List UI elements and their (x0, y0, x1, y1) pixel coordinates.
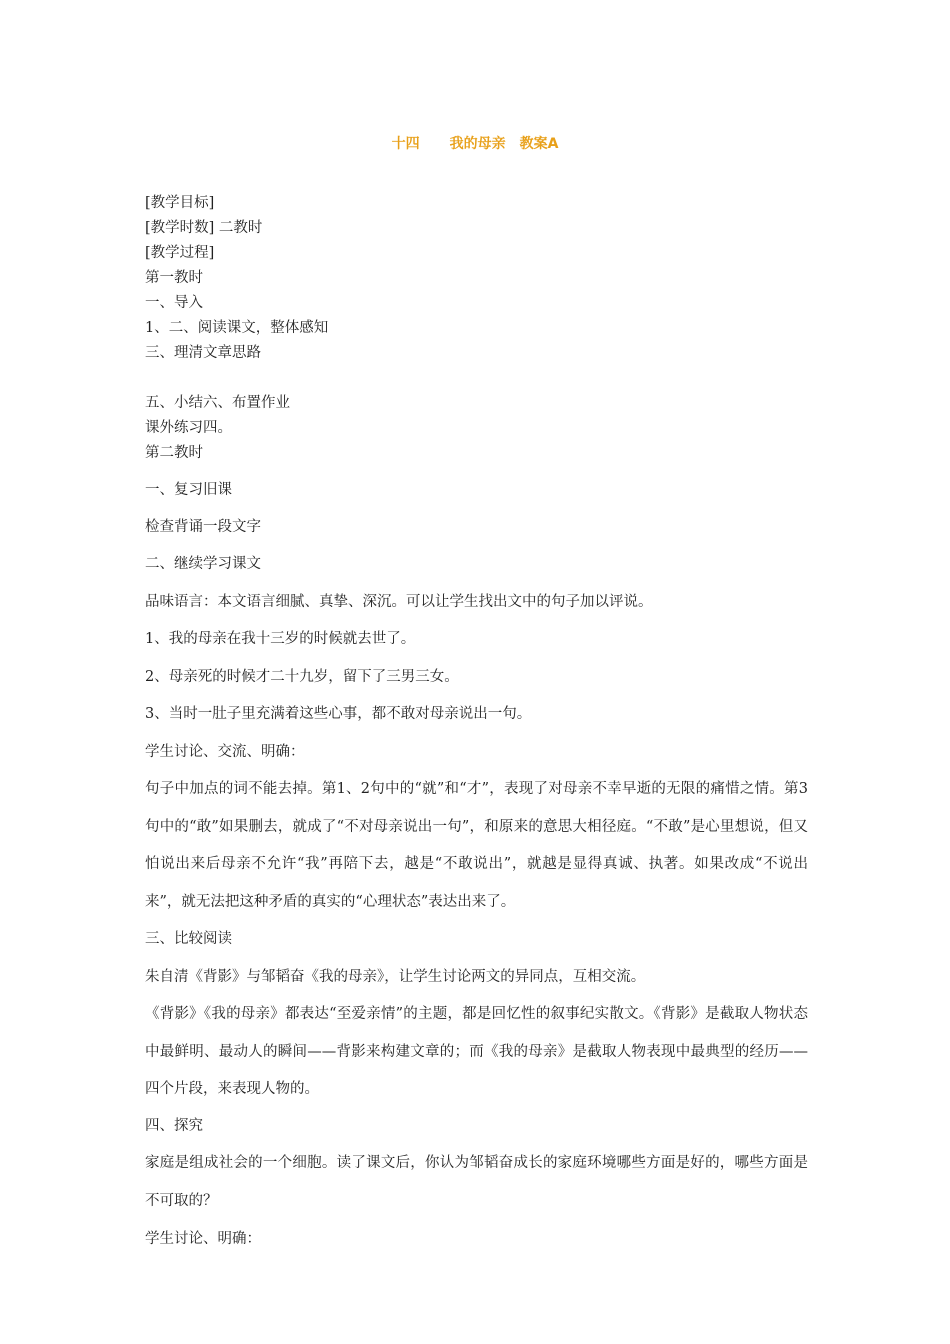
inquiry-paragraph: 家庭是组成社会的一个细胞。读了课文后，你认为邹韬奋成长的家庭环境哪些方面是好的，哪些方面是不可取的？ (145, 1155, 808, 1209)
comparison-task: 朱自清《背影》与邹韬奋《我的母亲》，让学生讨论两文的异同点，互相交流。 (145, 969, 646, 985)
inquiry-heading: 四、探究 (145, 1118, 203, 1134)
section-teaching-goals: [教学目标] (145, 195, 215, 211)
homework-exercise: 课外练习四。 (145, 420, 232, 436)
step-reading: 1、二、阅读课文，整体感知 (145, 320, 329, 336)
review-check: 检查背诵一段文字 (145, 519, 261, 535)
discussion-prompt-1: 学生讨论、交流、明确： (145, 744, 305, 760)
continue-heading: 二、继续学习课文 (145, 556, 261, 572)
example-sentence-3: 3、当时一肚子里充满着这些心事，都不敢对母亲说出一句。 (145, 706, 532, 722)
step-introduction: 一、导入 (145, 295, 203, 311)
language-appreciation: 品味语言：本文语言细腻、真挚、深沉。可以让学生找出文中的句子加以评说。 (145, 594, 653, 610)
section-teaching-hours: [教学时数] 二教时 (145, 220, 263, 236)
example-sentence-2: 2、母亲死的时候才二十九岁，留下了三男三女。 (145, 669, 459, 685)
first-lesson-heading: 第一教时 (145, 270, 203, 286)
title-number: 十四 (391, 136, 420, 152)
title-name: 我的母亲 (449, 136, 506, 152)
page-title (0, 133, 950, 153)
step-structure: 三、理清文章思路 (145, 345, 261, 361)
step-summary-homework: 五、小结六、布置作业 (145, 395, 290, 411)
example-sentence-1: 1、我的母亲在我十三岁的时候就去世了。 (145, 631, 416, 647)
comparison-heading: 三、比较阅读 (145, 931, 232, 947)
section-teaching-process: [教学过程] (145, 245, 215, 261)
discussion-prompt-2: 学生讨论、明确： (145, 1231, 261, 1247)
title-label: 教案A (519, 136, 559, 152)
analysis-paragraph: 句子中加点的词不能去掉。第1、2句中的“就”和“才”，表现了对母亲不幸早逝的无限的痛惜之情。第3句中的“敢”如果删去，就成了“不对母亲说出一句”，和原来的意思大相径庭。“不敢”是心里想说，但又怕说出来后母亲不允许“我”再陪下去，越是“不敢说出”，就越是显得真诚、执著。如果改成“不说出来”，就无法把这种矛盾的真实的“心理状态”表达出来了。 (145, 781, 808, 910)
review-heading: 一、复习旧课 (145, 482, 232, 498)
comparison-paragraph: 《背影》《我的母亲》都表达“至爱亲情”的主题，都是回忆性的叙事纪实散文。《背影》是截取人物状态中最鲜明、最动人的瞬间——背影来构建文章的；而《我的母亲》是截取人物表现中最典型的经历——四个片段，来表现人物的。 (145, 1006, 808, 1097)
second-lesson-heading: 第二教时 (145, 445, 203, 461)
